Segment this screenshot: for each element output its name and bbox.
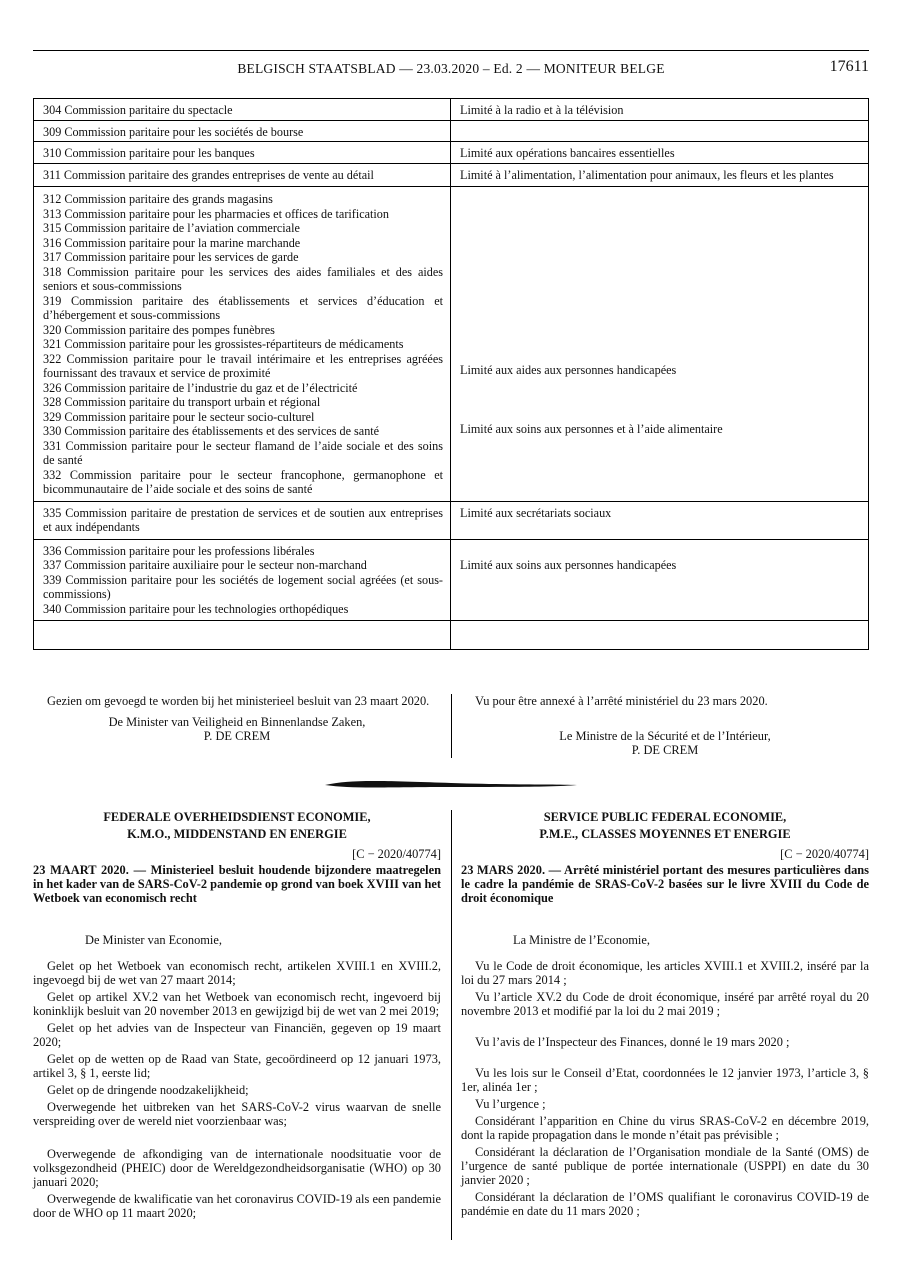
list-item: 336 Commission paritaire pour les professions libérales [43, 543, 315, 558]
recital: Gelet op artikel XV.2 van het Wetboek van economisch recht, ingevoerd bij koninklijk besluit van 20 november 2013 en gewijzigd bij de wet van 2 mei 2019; [33, 990, 441, 1018]
recital: Considérant la déclaration de l’OMS qualifiant le coronavirus COVID-19 de pandémie en date du 11 mars 2020 ; [461, 1190, 869, 1218]
recital: Gelet op het advies van de Inspecteur van Financiën, gegeven op 19 maart 2020; [33, 1021, 441, 1049]
signature-block-fr [461, 694, 869, 758]
list-item: 313 Commission paritaire pour les pharmacies et offices de tarification [43, 206, 389, 221]
table-row [34, 539, 869, 621]
list-item: 330 Commission paritaire des établissements et des services de santé [43, 424, 380, 438]
minister-line: La Ministre de l’Economie, [513, 933, 650, 947]
list-item: 331 Commission paritaire pour le secteur flamand de l’aide sociale et des soins de santé [43, 438, 443, 467]
recital: Overwegende de kwalificatie van het coronavirus COVID-19 als een pandemie door de WHO op 11 maart 2020; [33, 1192, 441, 1220]
section-separator-ornament [323, 778, 579, 792]
list-item: 317 Commission paritaire pour les services de garde [43, 250, 299, 264]
table-cell-limit: Limité à la radio et à la télévision [451, 99, 869, 121]
list-item: 326 Commission paritaire de l’industrie du gaz et de l’électricité [43, 380, 358, 395]
minister-line: De Minister van Economie, [85, 933, 222, 947]
page-header [33, 58, 869, 80]
table-cell-limit [451, 539, 869, 621]
recital: Overwegende het uitbreken van het SARS-CoV-2 virus waarvan de snelle verspreiding over de wereld niet voorzienbaar was; [33, 1100, 441, 1128]
list-item: 337 Commission paritaire auxiliaire pour le secteur non-marchand [43, 558, 367, 572]
table-cell-limit: Limité aux secrétariats sociaux [451, 501, 869, 539]
page-number: 17611 [829, 58, 869, 75]
department-heading: FEDERALE OVERHEIDSDIENST ECONOMIE, [103, 810, 371, 824]
list-item: 312 Commission paritaire des grands magasins [43, 192, 273, 206]
table-cell-limit: Limité aux opérations bancaires essentielles [451, 142, 869, 164]
decree-title: 23 MAART 2020. — Ministerieel besluit houdende bijzondere maatregelen in het kader van de SARS-CoV-2 pandemie op grond van boek XVIII van het Wetboek van economisch recht [33, 863, 441, 905]
recital: Gelet op de wetten op de Raad van State, gecoördineerd op 12 januari 1973, artikel 3, § 1, eerste lid; [33, 1052, 441, 1080]
recital: Vu le Code de droit économique, les articles XVIII.1 et XVIII.2, inséré par la loi du 27 mars 2014 ; [461, 959, 869, 987]
list-item: 339 Commission paritaire pour les sociétés de logement social agréées (et sous-commissions) [43, 572, 443, 601]
commission-table [33, 98, 869, 650]
list-item: 316 Commission paritaire pour la marine marchande [43, 235, 301, 250]
table-row [34, 120, 869, 142]
minister-title: De Minister van Veiligheid en Binnenlandse Zaken, [108, 714, 366, 729]
table-cell-commission: 304 Commission paritaire du spectacle [34, 99, 451, 121]
recital: Gelet op de dringende noodzakelijkheid; [47, 1083, 249, 1097]
list-item: 315 Commission paritaire de l’aviation commerciale [43, 221, 300, 235]
table-row [34, 501, 869, 539]
table-cell-commission: 311 Commission paritaire des grandes entreprises de vente au détail [34, 163, 451, 187]
table-cell-commission-list [34, 187, 451, 502]
table-row [34, 142, 869, 164]
limit-note: Limité aux soins aux personnes et à l’aide alimentaire [460, 421, 723, 436]
decree-title: 23 MARS 2020. — Arrêté ministériel portant des mesures particulières dans le cadre la pandémie de SRAS-CoV-2 basées sur le livre XVIII du Code de droit économique [461, 863, 869, 905]
recital: Vu l’urgence ; [475, 1097, 546, 1111]
minister-name: P. DE CREM [203, 729, 271, 743]
limit-note: Limité aux soins aux personnes handicapées [460, 557, 677, 572]
annex-statement: Vu pour être annexé à l’arrêté ministériel du 23 mars 2020. [475, 694, 768, 708]
list-item: 321 Commission paritaire pour les grossistes-répartiteurs de médicaments [43, 337, 404, 351]
limit-note: Limité aux aides aux personnes handicapées [460, 363, 677, 377]
table-cell-commission: 335 Commission paritaire de prestation de services et de soutien aux entreprises et aux indépendants [34, 501, 451, 539]
list-item: 318 Commission paritaire pour les services des aides familiales et des aides seniors et sous-commissions [43, 264, 443, 293]
recital: Considérant l’apparition en Chine du virus SRAS-CoV-2 en décembre 2019, dont la rapide propagation dans le monde n’était pas prévisible ; [461, 1114, 869, 1142]
table-cell-commission: 310 Commission paritaire pour les banques [34, 142, 451, 164]
reference-number: [C − 2020/40774] [780, 847, 869, 861]
list-item: 340 Commission paritaire pour les technologies orthopédiques [43, 601, 349, 616]
table-row [34, 187, 869, 502]
recital: Vu les lois sur le Conseil d’Etat, coordonnées le 12 janvier 1973, l’article 3, § 1er, alinéa 1er ; [461, 1066, 869, 1094]
journal-title: BELGISCH STAATSBLAD — 23.03.2020 – Ed. 2 — MONITEUR BELGE [237, 61, 665, 76]
table-cell-limit [451, 120, 869, 142]
table-cell-empty [451, 621, 869, 650]
recital: Overwegende de afkondiging van de internationale noodsituatie voor de volksgezondheid (PHEIC) door de Wereldgezondheidsorganisatie (WHO) op 30 januari 2020; [33, 1147, 441, 1189]
decree-column-fr [461, 810, 869, 1218]
list-item: 320 Commission paritaire des pompes funèbres [43, 322, 275, 337]
signature-block-nl [33, 694, 441, 744]
list-item: 329 Commission paritaire pour le secteur socio-culturel [43, 409, 315, 424]
list-item: 319 Commission paritaire des établissements et services d’éducation et d’hébergement et sous-commissions [43, 293, 443, 322]
list-item: 332 Commission paritaire pour le secteur francophone, germanophone et bicommunautaire de l’aide sociale et des soins de santé [43, 467, 443, 496]
column-divider [451, 810, 452, 1240]
department-heading: K.M.O., MIDDENSTAND EN ENERGIE [127, 827, 347, 841]
table-row [34, 163, 869, 187]
recital: Vu l’article XV.2 du Code de droit économique, inséré par arrêté royal du 20 novembre 2013 et modifié par la loi du 2 mai 2019 ; [461, 990, 869, 1018]
department-heading: SERVICE PUBLIC FEDERAL ECONOMIE, [543, 810, 787, 824]
table-cell-limit: Limité à l’alimentation, l’alimentation pour animaux, les fleurs et les plantes [451, 163, 869, 187]
list-item: 322 Commission paritaire pour le travail intérimaire et les entreprises agréées fournissant des travaux et service de proximité [43, 351, 443, 380]
minister-title: Le Ministre de la Sécurité et de l’Intérieur, [559, 728, 771, 743]
table-cell-empty [34, 621, 451, 650]
minister-name: P. DE CREM [631, 743, 699, 757]
recital: Gelet op het Wetboek van economisch recht, artikelen XVIII.1 en XVIII.2, ingevoegd bij de wet van 27 maart 2014; [33, 959, 441, 987]
column-divider [451, 694, 452, 758]
recital: Vu l’avis de l’Inspecteur des Finances, donné le 19 mars 2020 ; [475, 1035, 790, 1049]
reference-number: [C − 2020/40774] [352, 847, 441, 861]
table-cell-limit [451, 187, 869, 502]
table-cell-commission-list [34, 539, 451, 621]
table-row [34, 621, 869, 650]
header-rule [33, 50, 869, 51]
table-cell-commission: 309 Commission paritaire pour les sociétés de bourse [34, 120, 451, 142]
department-heading: P.M.E., CLASSES MOYENNES ET ENERGIE [539, 827, 791, 841]
table-row [34, 99, 869, 121]
decree-column-nl [33, 810, 441, 1220]
annex-statement: Gezien om gevoegd te worden bij het ministerieel besluit van 23 maart 2020. [47, 694, 430, 708]
list-item: 328 Commission paritaire du transport urbain et régional [43, 395, 321, 409]
recital: Considérant la déclaration de l’Organisation mondiale de la Santé (OMS) de l’urgence de santé publique de portée internationale (USPPI) en date du 30 janvier 2020 ; [461, 1145, 869, 1187]
